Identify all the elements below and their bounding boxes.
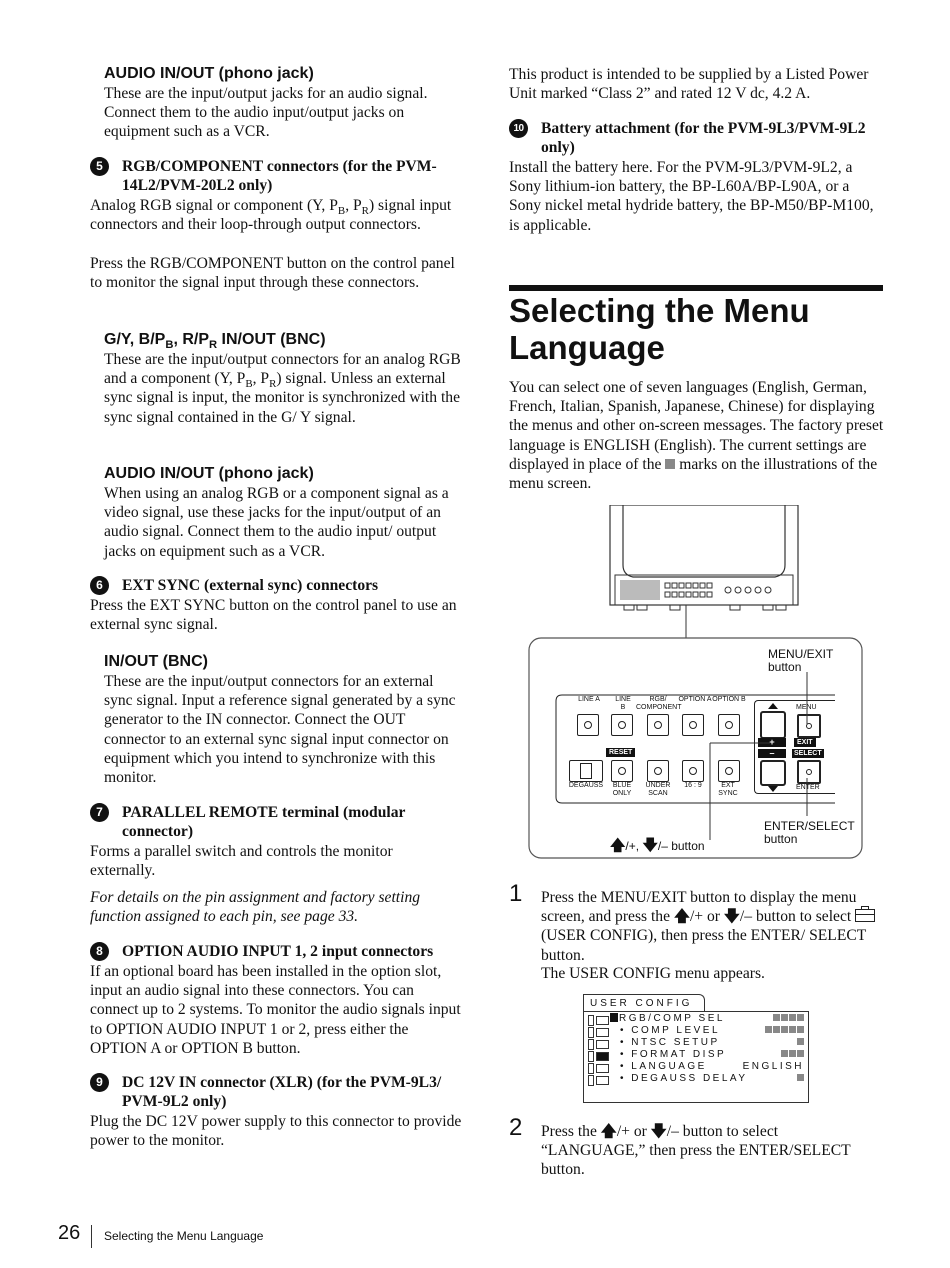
- exit-label: EXIT: [794, 738, 816, 747]
- language-value: ENGLISH: [742, 1061, 804, 1072]
- menu-row-ntsc-setup[interactable]: • NTSC SETUP: [620, 1037, 720, 1048]
- menu-row-degauss-delay[interactable]: • DEGAUSS DELAY: [620, 1073, 748, 1084]
- number-10-badge: 10: [509, 119, 528, 138]
- down-arrow-icon: 🡇: [642, 837, 658, 854]
- section-body: You can select one of seven languages (English, German, French, Italian, Spanish, Japanese, Chinese) for displaying the menus and other on-screen messages. The factory preset language is ENGLISH (English). The current settings are displayed in place of the marks on the illustrations of the menu screen.: [509, 379, 884, 493]
- item-7-note: For details on the pin assignment and factory setting function assigned to each pin, see page 33.: [90, 889, 421, 926]
- inout-bnc-body: These are the input/output connectors for an external sync signal. Input a reference signal generated by a sync generator to the IN connector. Connect the OUT connector to an external sync signal input connector on equipment which you intend to synchronize with this monitor.: [104, 673, 456, 787]
- step-1-text: Press the MENU/EXIT button to display the menu screen, and press the 🡅/+ or 🡇/– button to select (USER CONFIG), then press the ENTER/ SELECT button.: [541, 888, 886, 965]
- gy-bnc-heading: G/Y, $B/P_B$, $R/P_R$ IN/OUT (BNC): [104, 331, 326, 352]
- menu-small-label: MENU: [796, 704, 817, 711]
- under-scan-button[interactable]: UNDER SCAN: [645, 782, 671, 797]
- item-10-body: Install the battery here. For the PVM-9L3/PVM-9L2, a Sony lithium-ion battery, the BP-L60A/BP-L90A, or a Sony nickel metal hydride battery, the BP-M50/BP-M100, is applicable.: [509, 159, 874, 234]
- audio-phono-body-1: These are the input/output jacks for an audio signal. Connect them to the audio input/output jacks on equipment such as a VCR.: [104, 85, 428, 141]
- user-config-menu: [583, 1011, 809, 1103]
- menu-exit-callout: MENU/EXIT button: [768, 647, 834, 674]
- class-2-notice: This product is intended to be supplied by a Listed Power Unit marked “Class 2” and rated 12 V dc, 4.2 A.: [509, 66, 869, 103]
- item-9-body: Plug the DC 12V power supply to this connector to provide power to the monitor.: [90, 1113, 462, 1150]
- item-7-title: PARALLEL REMOTE terminal (modular connector): [122, 804, 406, 841]
- ext-sync-button[interactable]: EXT SYNC: [718, 782, 738, 797]
- step-1-result: The USER CONFIG menu appears.: [541, 965, 765, 982]
- down-arrow-icon: 🡇: [723, 907, 740, 926]
- item-6-heading: [90, 576, 470, 595]
- number-9-badge: 9: [90, 1073, 109, 1092]
- degauss-button[interactable]: DEGAUSS: [568, 782, 604, 789]
- line-b-button[interactable]: LINE B: [615, 696, 631, 711]
- monitor-illustration: [610, 505, 798, 638]
- up-arrow-icon: 🡅: [673, 907, 690, 926]
- user-config-tab: USER CONFIG: [583, 994, 705, 1011]
- item-7-body: Forms a parallel switch and controls the monitor externally.: [90, 843, 393, 880]
- gy-bnc-body: These are the input/output connectors for an analog RGB and a component (Y, $P_B$, $P_R$) signal. Unless an external sync signal is input, the monitor is synchronized with the sync signal contained in the G/ Y signal.: [104, 351, 461, 426]
- item-5-body-2: Press the RGB/COMPONENT button on the control panel to monitor the signal input through these connectors.: [90, 255, 455, 292]
- option-a-button[interactable]: OPTION A: [678, 696, 712, 703]
- item-5-title: RGB/COMPONENT connectors (for the PVM-14L2/PVM-20L2 only): [122, 158, 437, 195]
- minus-label: –: [758, 749, 786, 758]
- step-2-text: Press the 🡅/+ or 🡇/– button to select “LANGUAGE,” then press the ENTER/SELECT button.: [541, 1122, 851, 1179]
- item-9-heading: [90, 1073, 470, 1111]
- number-5-badge: 5: [90, 157, 109, 176]
- item-10-title: Battery attachment (for the PVM-9L3/PVM-9L2 only): [541, 120, 866, 157]
- item-9-title: DC 12V IN connector (XLR) (for the PVM-9L3/ PVM-9L2 only): [122, 1074, 442, 1111]
- number-6-badge: 6: [90, 576, 109, 595]
- updown-callout: 🡅/+, 🡇/– button: [610, 837, 705, 854]
- enter-small-label: ENTER: [796, 784, 820, 791]
- step-2-number: 2: [509, 1114, 523, 1141]
- item-5-heading: [90, 157, 470, 195]
- select-label: SELECT: [794, 750, 822, 757]
- item-5-body: Analog RGB signal or component (Y, $P_B$, $P_R$) signal input connectors and their loop-through output connectors.: [90, 197, 452, 234]
- item-8-title: OPTION AUDIO INPUT 1, 2 input connectors: [122, 943, 434, 960]
- cursor-block-icon: [610, 1013, 618, 1022]
- page-number: 26: [58, 1222, 81, 1244]
- footer-divider: [91, 1225, 92, 1248]
- item-8-body: If an optional board has been installed in the option slot, input an audio signal into these connectors. You can connect up to 2 systems. To monitor the audio signals input to OPTION AUDIO INPUT 1 or 2, press either the OPTION A or OPTION B button.: [90, 963, 461, 1057]
- up-arrow-icon: 🡅: [600, 1122, 617, 1140]
- aspect-16-9-button[interactable]: 16 : 9: [684, 782, 702, 789]
- down-arrow-icon: 🡇: [650, 1122, 667, 1140]
- enter-select-callout: ENTER/SELECT button: [764, 819, 855, 846]
- placeholder-mark-icon: [665, 459, 675, 469]
- blue-only-button[interactable]: BLUE ONLY: [612, 782, 632, 797]
- section-title: Selecting the Menu Language: [509, 292, 810, 366]
- section-rule: [509, 285, 883, 291]
- reset-label: RESET: [606, 748, 635, 757]
- menu-row-rgb-comp-sel[interactable]: RGB/COMP SEL: [610, 1013, 725, 1025]
- audio-phono-heading-1: AUDIO IN/OUT (phono jack): [104, 65, 314, 82]
- number-8-badge: 8: [90, 942, 109, 961]
- item-6-body: Press the EXT SYNC button on the control panel to use an external sync signal.: [90, 597, 457, 634]
- audio-phono-body-2: When using an analog RGB or a component signal as a video signal, use these jacks for the input/output of an audio signal. Connect them to the audio input/ output jacks on equipment such as a VCR.: [104, 485, 449, 560]
- inout-bnc-heading: IN/OUT (BNC): [104, 653, 208, 670]
- menu-row-comp-level[interactable]: • COMP LEVEL: [620, 1025, 721, 1036]
- item-6-title: EXT SYNC (external sync) connectors: [122, 577, 379, 594]
- step-1-number: 1: [509, 880, 523, 907]
- item-8-heading: [90, 942, 470, 961]
- menu-row-language[interactable]: • LANGUAGE: [620, 1061, 707, 1072]
- up-arrow-icon: 🡅: [610, 837, 626, 854]
- line-a-button[interactable]: LINE A: [578, 696, 600, 703]
- item-10-heading: [509, 119, 883, 157]
- item-7-heading: [90, 803, 470, 841]
- number-7-badge: 7: [90, 803, 109, 822]
- option-b-button[interactable]: OPTION B: [712, 696, 746, 703]
- menu-row-format-disp[interactable]: • FORMAT DISP: [620, 1049, 727, 1060]
- footer-section: Selecting the Menu Language: [104, 1229, 264, 1243]
- rgb-component-button[interactable]: RGB/ COMPONENT: [636, 696, 682, 711]
- toolbox-icon: [855, 909, 875, 922]
- plus-label: +: [758, 738, 786, 747]
- audio-phono-heading-2: AUDIO IN/OUT (phono jack): [104, 465, 314, 482]
